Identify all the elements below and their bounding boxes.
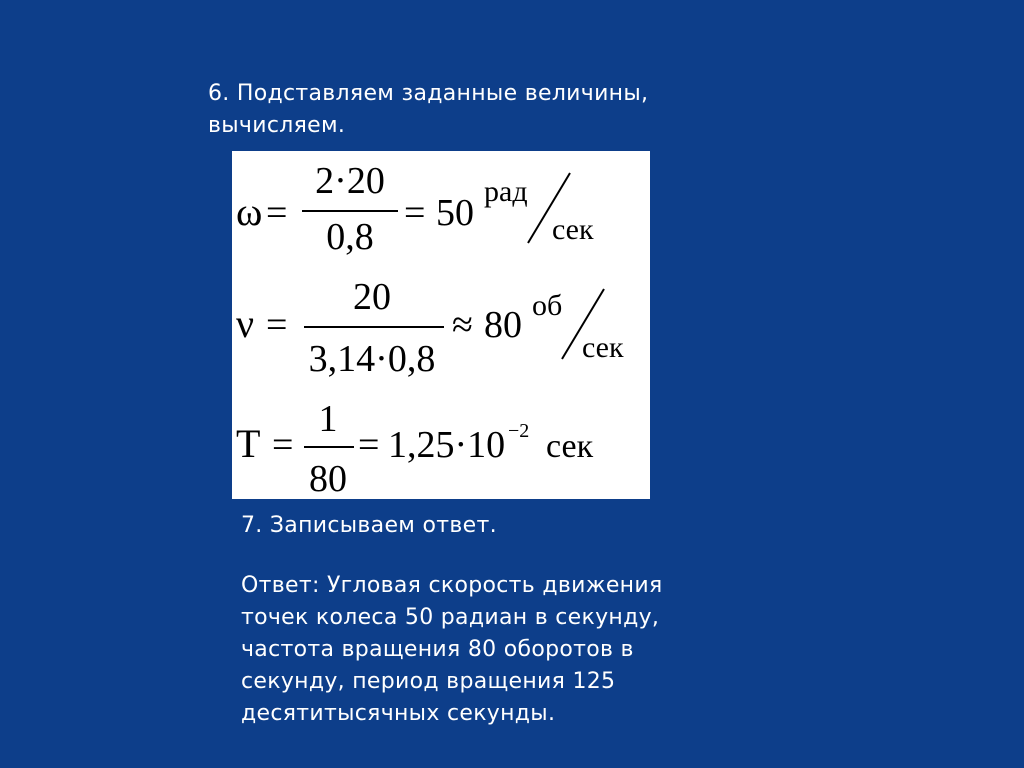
step-6-line-1: 6. Подставляем заданные величины, [208, 81, 649, 106]
step-7-heading: 7. Записываем ответ. [241, 513, 497, 538]
answer-line-1: Ответ: Угловая скорость движения [241, 573, 663, 598]
answer-line-3: частота вращения 80 оборотов в [241, 637, 634, 662]
omega-equals-2: = [404, 192, 426, 234]
period-denominator: 80 [309, 458, 347, 499]
nu-denominator: 3,14·0,8 [308, 338, 436, 380]
formula-svg [232, 151, 650, 499]
omega-numerator: 2·20 [315, 160, 385, 202]
formula-image [232, 151, 650, 499]
nu-formula [236, 276, 624, 380]
omega-result: 50 [436, 192, 474, 234]
period-formula [236, 398, 594, 499]
period-unit: сек [546, 428, 594, 465]
omega-symbol: ω [236, 189, 263, 234]
nu-unit-bottom: сек [582, 331, 624, 364]
answer-paragraph [241, 570, 741, 730]
period-equals-2: = [358, 424, 380, 466]
omega-unit-top: рад [484, 175, 528, 208]
answer-line-4: секунду, период вращения 125 [241, 669, 616, 694]
period-exponent: −2 [508, 420, 530, 442]
nu-approx: ≈ [452, 304, 473, 346]
step-6-heading [208, 78, 768, 142]
nu-equals: = [266, 304, 288, 346]
nu-symbol: ν [236, 301, 255, 346]
nu-unit-top: об [532, 289, 563, 322]
omega-denominator: 0,8 [326, 216, 374, 258]
answer-line-5: десятитысячных секунды. [241, 701, 556, 726]
nu-result: 80 [484, 304, 522, 346]
omega-formula [236, 160, 594, 258]
omega-equals: = [266, 192, 288, 234]
period-result: 1,25·10 [388, 424, 506, 466]
step-6-line-2: вычисляем. [208, 113, 346, 138]
period-symbol: T [236, 421, 261, 466]
period-numerator: 1 [318, 398, 338, 440]
omega-unit-bottom: сек [552, 213, 594, 246]
period-equals: = [272, 424, 294, 466]
nu-numerator: 20 [353, 276, 391, 318]
answer-line-2: точек колеса 50 радиан в секунду, [241, 605, 660, 630]
